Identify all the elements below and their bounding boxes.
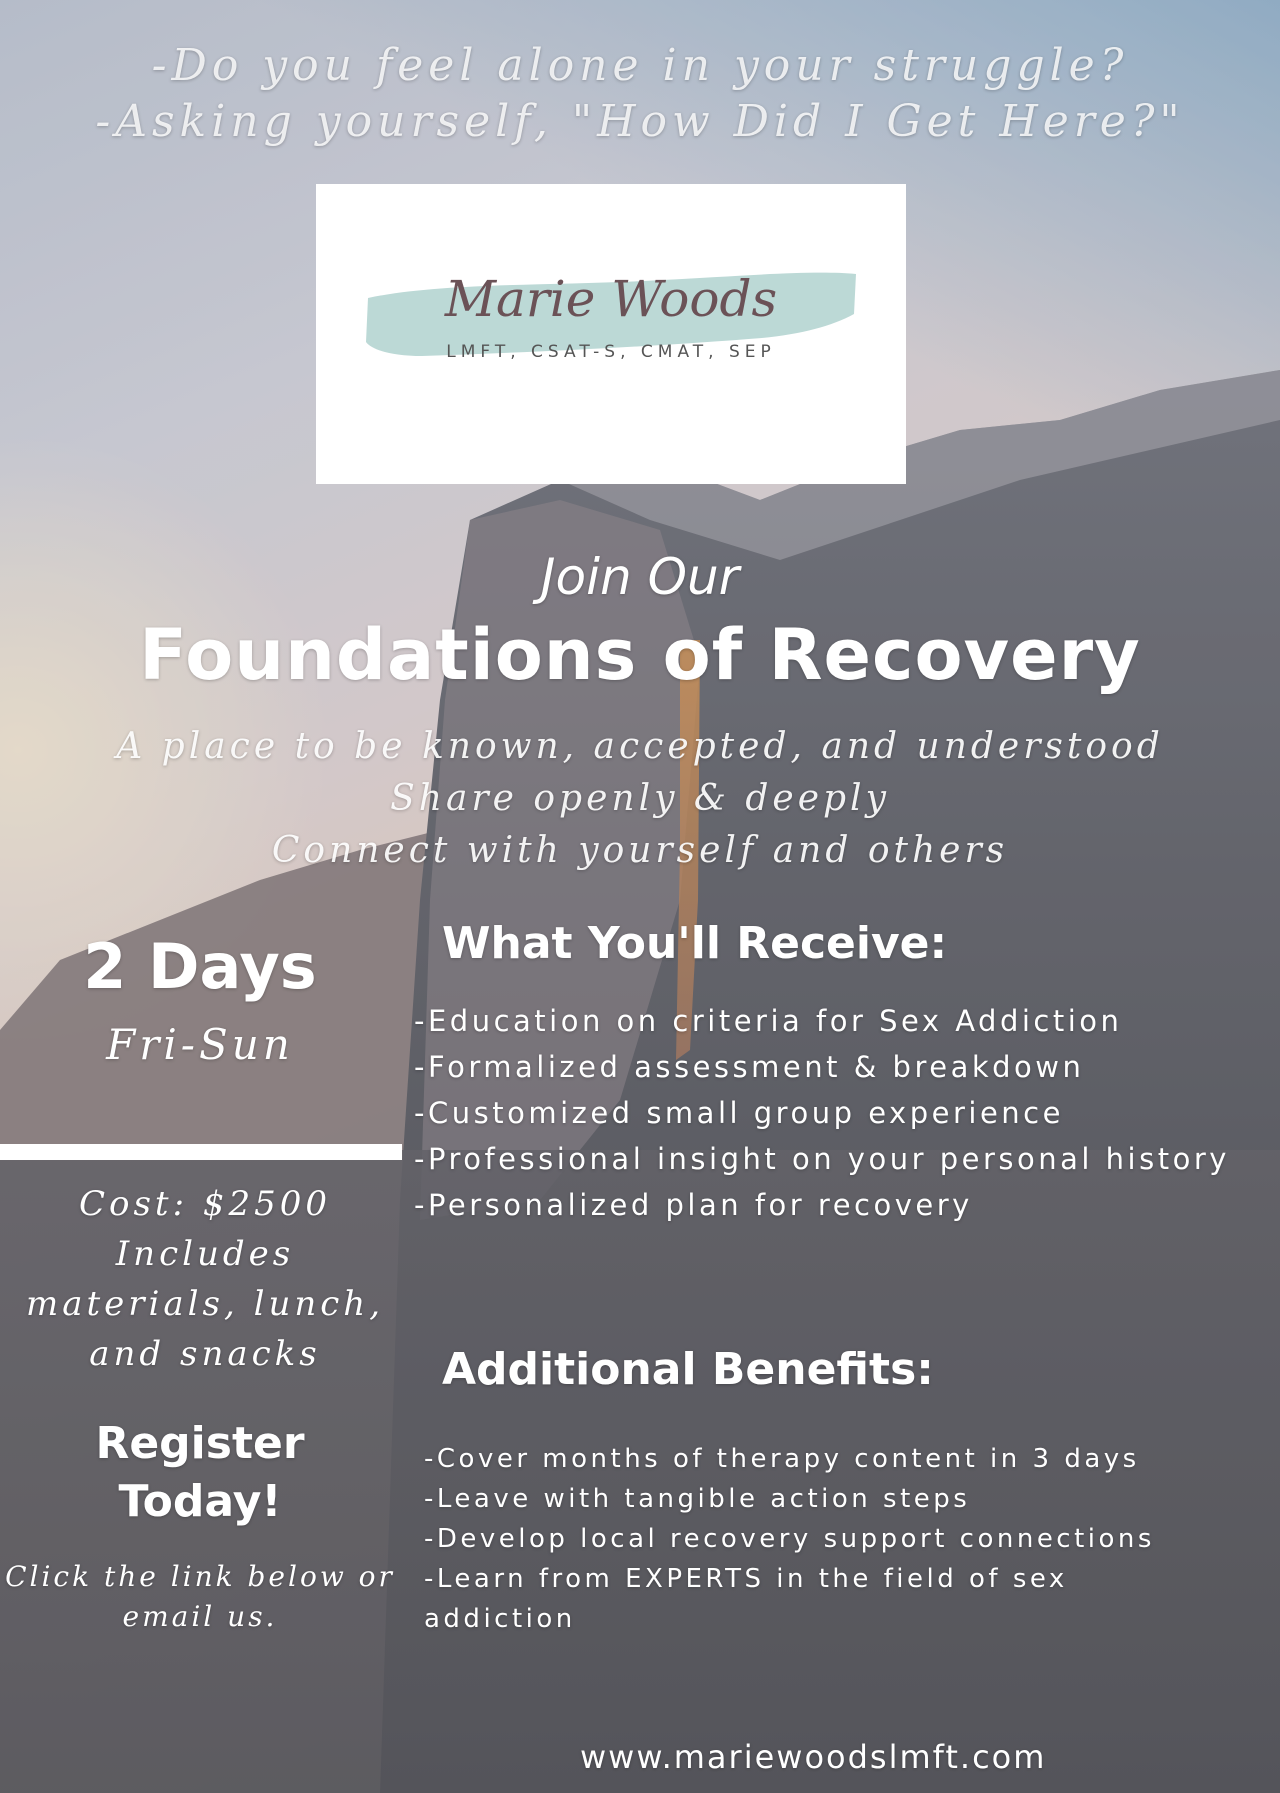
list-item: addiction [424,1604,576,1634]
benefits-heading: Additional Benefits: [442,1344,934,1395]
contact-note: email us. [122,1600,278,1633]
header-question-2: -Asking yourself, "How Did I Get Here?" [95,96,1185,147]
register-heading: Register [95,1418,305,1469]
cost-line: Includes [115,1234,295,1274]
register-heading: Today! [118,1476,282,1527]
list-item: -Formalized assessment & breakdown [414,1050,1085,1084]
list-item: -Personalized plan for recovery [414,1188,973,1222]
contact-note: Click the link below or [5,1560,395,1593]
divider [0,1144,402,1160]
schedule-days: Fri-Sun [106,1020,294,1069]
duration-days: 2 Days [83,930,317,1003]
list-item: -Cover months of therapy content in 3 days [424,1444,1140,1474]
tagline-3: Connect with yourself and others [271,830,1009,871]
page-title: Foundations of Recovery [139,614,1141,696]
list-item: -Develop local recovery support connections [424,1524,1155,1554]
website-link[interactable]: www.mariewoodslmft.com [580,1738,1047,1776]
tagline-2: Share openly & deeply [390,778,890,819]
list-item: -Customized small group experience [414,1096,1064,1130]
header-question-1: -Do you feel alone in your struggle? [151,40,1129,91]
logo-name: Marie Woods [444,270,778,328]
list-item: -Leave with tangible action steps [424,1484,971,1514]
logo-credentials: LMFT, CSAT-S, CMAT, SEP [446,342,776,362]
list-item: -Education on criteria for Sex Addiction [414,1004,1123,1038]
join-heading: Join Our [540,548,740,606]
tagline-1: A place to be known, accepted, and understood [116,726,1164,767]
logo-card [316,184,906,484]
cost-line: Cost: $2500 [78,1184,332,1224]
list-item: -Professional insight on your personal history [414,1142,1230,1176]
receive-heading: What You'll Receive: [442,918,948,969]
list-item: -Learn from EXPERTS in the field of sex [424,1564,1068,1594]
cost-line: and snacks [89,1334,321,1374]
cost-line: materials, lunch, [25,1284,385,1324]
